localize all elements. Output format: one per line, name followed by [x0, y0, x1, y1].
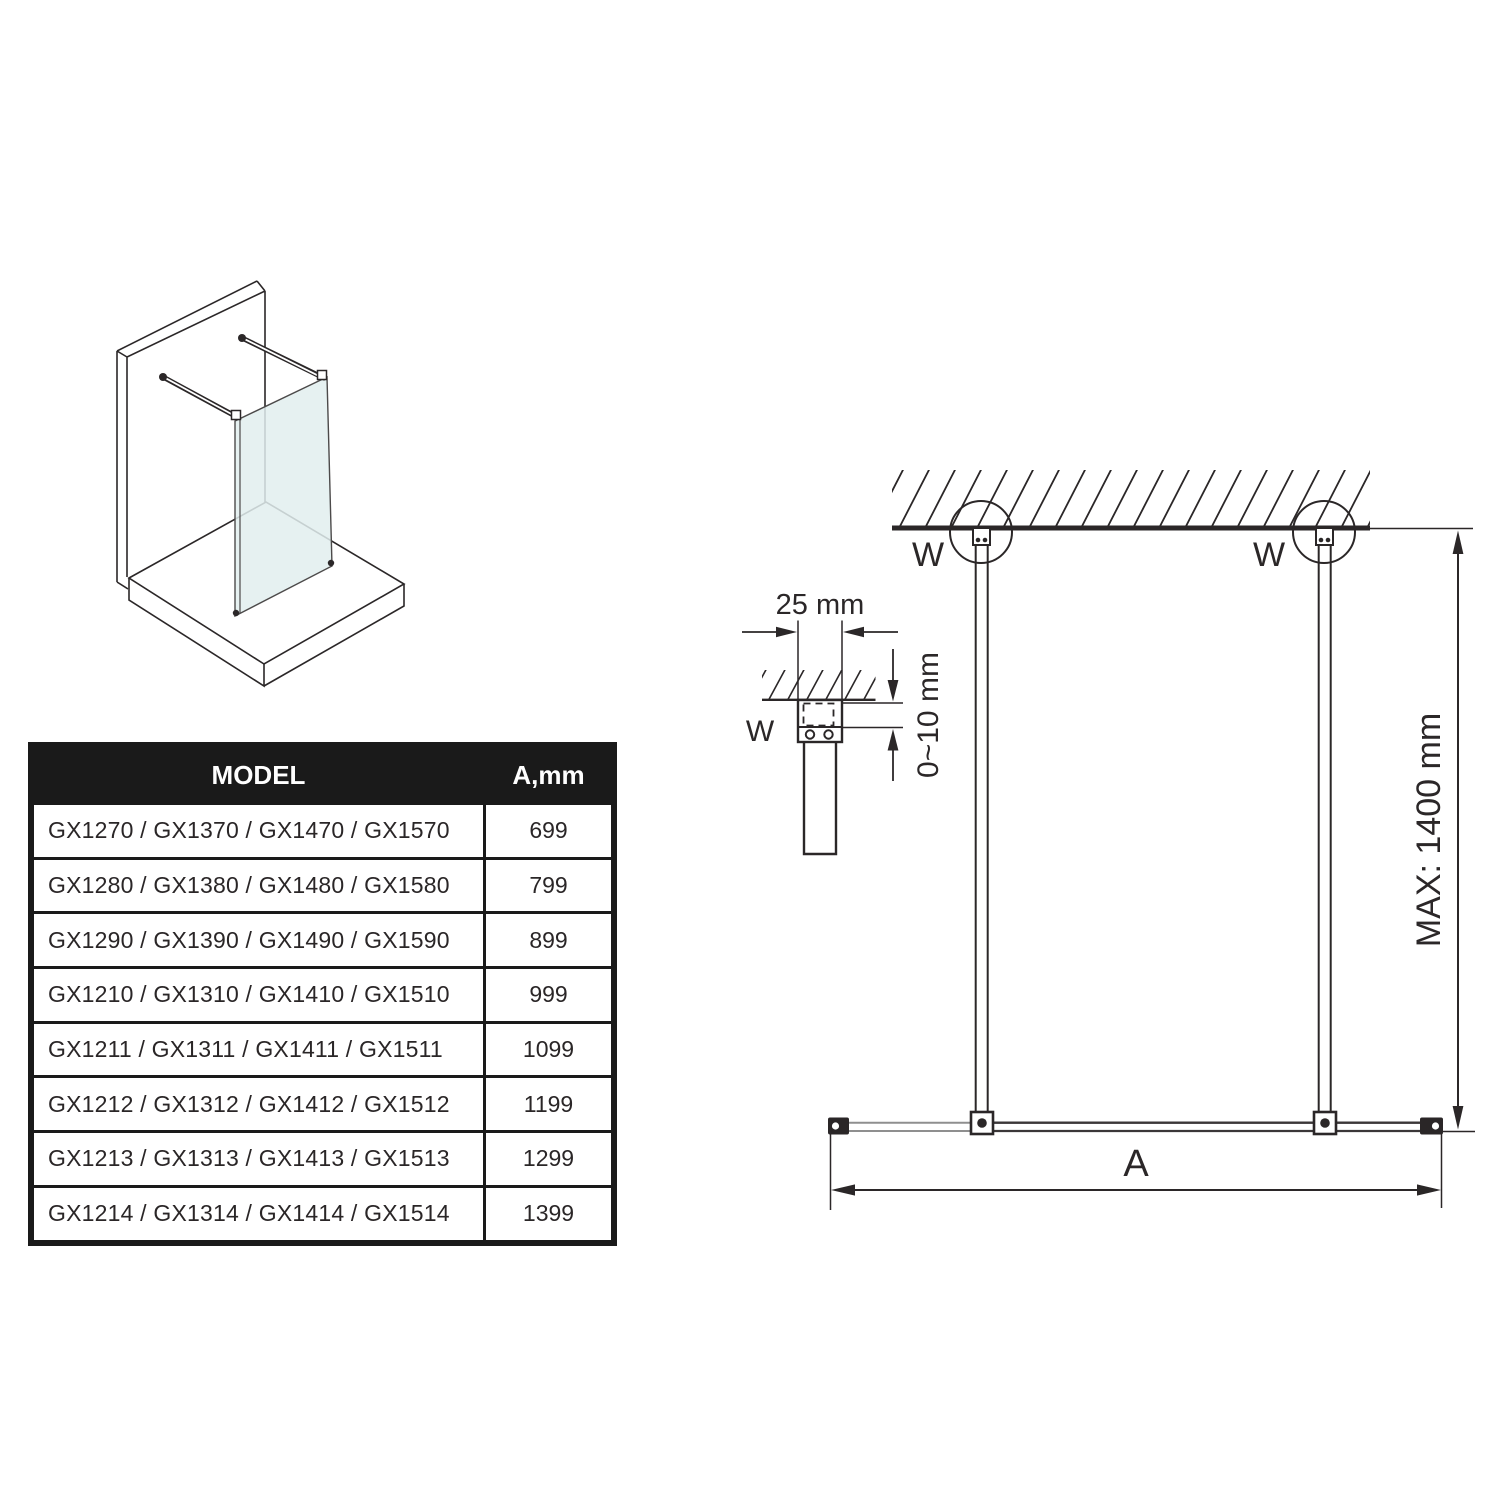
table-header-amm: A,mm	[485, 745, 615, 804]
a-mm-cell: 1199	[485, 1077, 615, 1132]
model-cell: GX1212 / GX1312 / GX1412 / GX1512	[31, 1077, 485, 1132]
wall-hatch	[870, 464, 1426, 534]
arrow-down-icon	[1453, 1106, 1464, 1130]
iso-support-bar-left	[159, 373, 241, 420]
detail-bracket	[798, 700, 842, 742]
model-cell: GX1280 / GX1380 / GX1480 / GX1580	[31, 858, 485, 913]
a-mm-cell: 1099	[485, 1022, 615, 1077]
glass-connector-left	[971, 1112, 993, 1134]
glass-connector-right	[1314, 1112, 1336, 1134]
glass-end-clamp-right	[1420, 1118, 1443, 1135]
wall-gap-dimension	[843, 649, 945, 781]
wall-mount-label-right: W	[1252, 536, 1286, 574]
model-cell: GX1290 / GX1390 / GX1490 / GX1590	[31, 913, 485, 968]
a-mm-cell: 699	[485, 804, 615, 859]
max-length-label: MAX: 1400 mm	[1410, 712, 1448, 948]
a-mm-cell: 899	[485, 913, 615, 968]
a-mm-cell: 999	[485, 968, 615, 1023]
iso-glass-foot	[233, 610, 239, 616]
screw-hole-icon	[806, 730, 814, 738]
wall-bracket-left	[973, 528, 990, 545]
iso-glass-foot	[328, 560, 334, 566]
detail-wall-hatch	[748, 666, 882, 703]
arrow-down-icon	[888, 680, 899, 702]
isometric-view	[117, 281, 404, 686]
model-cell: GX1214 / GX1314 / GX1414 / GX1514	[31, 1186, 485, 1242]
screw-hole-icon	[824, 730, 832, 738]
iso-support-bar-right	[238, 334, 327, 380]
model-cell: GX1213 / GX1313 / GX1413 / GX1513	[31, 1132, 485, 1187]
glass-width-label: A	[1123, 1143, 1149, 1185]
arrow-up-icon	[1453, 531, 1464, 555]
a-mm-cell: 799	[485, 858, 615, 913]
glass-width-dimension	[831, 1120, 1442, 1210]
table-header-model: MODEL	[31, 745, 485, 804]
profile-width-dimension	[742, 621, 898, 700]
model-cell: GX1211 / GX1311 / GX1411 / GX1511	[31, 1022, 485, 1077]
wall-gap-label: 0~10 mm	[912, 652, 945, 778]
wall-mount-label-detail: W	[745, 715, 775, 748]
arrow-left-icon	[831, 1184, 855, 1195]
arrow-up-icon	[888, 729, 899, 751]
a-mm-cell: 1299	[485, 1132, 615, 1187]
arrow-left-icon	[843, 627, 864, 637]
arrow-right-icon	[1417, 1184, 1441, 1195]
support-bar-left	[976, 545, 988, 1113]
max-length-dimension	[1410, 531, 1463, 1130]
wall-mount-label-left: W	[911, 536, 945, 574]
profile-width-label: 25 mm	[775, 589, 865, 621]
wall-bracket-right	[1316, 528, 1333, 545]
dimension-diagram	[742, 464, 1475, 1210]
detail-support-bar	[804, 742, 836, 854]
arrow-right-icon	[776, 627, 797, 637]
model-cell: GX1210 / GX1310 / GX1410 / GX1510	[31, 968, 485, 1023]
bracket-detail-view	[742, 589, 945, 854]
support-bar-right	[1319, 545, 1331, 1113]
a-mm-cell: 1399	[485, 1186, 615, 1242]
model-cell: GX1270 / GX1370 / GX1470 / GX1570	[31, 804, 485, 859]
